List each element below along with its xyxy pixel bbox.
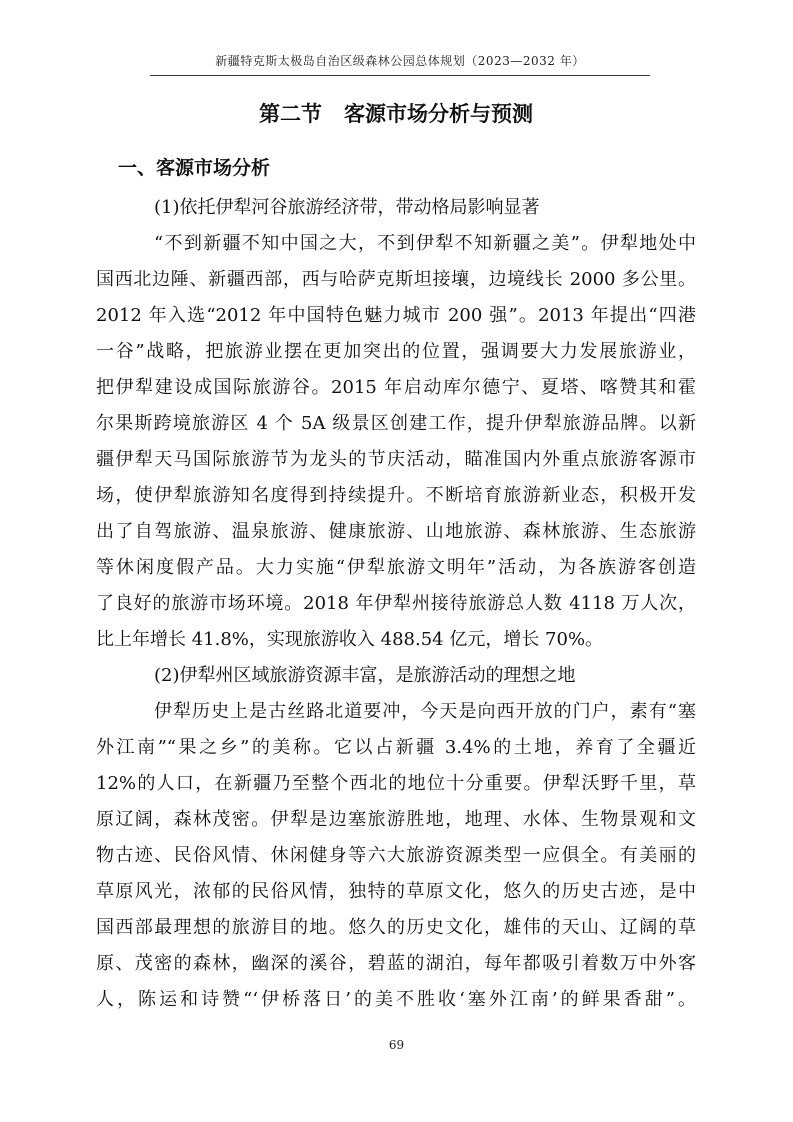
text-line: 国西北边陲、新疆西部，西与哈萨克斯坦接壤，边境线长 2000 多公里。: [96, 269, 696, 290]
subsection-title: 一、客源市场分析: [118, 157, 271, 179]
text-line: 原辽阔，森林茂密。伊犁是边塞旅游胜地，地理、水体、生物景观和文: [96, 809, 696, 830]
text-line: “不到新疆不知中国之大，不到伊犁不知新疆之美”。伊犁地处中: [154, 233, 696, 254]
text-line-last: 比上年增长 41.8%，实现旅游收入 488.54 亿元，增长 70%。: [96, 629, 604, 650]
text-line: 12%的人口，在新疆乃至整个西北的地位十分重要。伊犁沃野千里，草: [96, 773, 696, 794]
section-title: [96, 98, 696, 128]
section-number: 第二节: [259, 102, 322, 126]
text-line: 物古迹、民俗风情、休闲健身等六大旅游资源类型一应俱全。有美丽的: [96, 845, 696, 866]
text-line: 尔果斯跨境旅游区 4 个 5A 级景区创建工作，提升伊犁旅游品牌。以新: [96, 413, 696, 434]
paragraph-heading-2: (2)伊犁州区域旅游资源丰富，是旅游活动的理想之地: [154, 665, 576, 686]
text-line: 把伊犁建设成国际旅游谷。2015 年启动库尔德宁、夏塔、喀赞其和霍: [96, 377, 696, 398]
text-line: 2012 年入选“2012 年中国特色魅力城市 200 强”。2013 年提出“四港: [96, 305, 696, 326]
text-line: 国西部最理想的旅游目的地。悠久的历史文化，雄伟的天山、辽阔的草: [96, 917, 696, 938]
text-line: 人，陈运和诗赞“‘伊桥落日’的美不胜收‘塞外江南’的鲜果香甜”。: [96, 989, 696, 1010]
text-line: 了良好的旅游市场环境。2018 年伊犁州接待旅游总人数 4118 万人次，: [96, 593, 696, 614]
text-line: 草原风光，浓郁的民俗风情，独特的草原文化，悠久的历史古迹，是中: [96, 881, 696, 902]
paragraph-heading-1: (1)依托伊犁河谷旅游经济带，带动格局影响显著: [154, 197, 540, 218]
text-line: 疆伊犁天马国际旅游节为龙头的节庆活动，瞄准国内外重点旅游客源市: [96, 449, 696, 470]
running-header: 新疆特克斯太极岛自治区级森林公园总体规划（2023—2032 年）: [215, 54, 585, 68]
page-number: 69: [388, 1038, 405, 1052]
text-line: 场，使伊犁旅游知名度得到持续提升。不断培育旅游新业态，积极开发: [96, 485, 696, 506]
header-rule: [150, 75, 650, 76]
text-line: 出了自驾旅游、温泉旅游、健康旅游、山地旅游、森林旅游、生态旅游: [96, 521, 696, 542]
text-line: 一谷”战略，把旅游业摆在更加突出的位置，强调要大力发展旅游业，: [96, 341, 696, 362]
section-heading: 客源市场分析与预测: [344, 102, 533, 126]
text-line: 等休闲度假产品。大力实施“伊犁旅游文明年”活动，为各族游客创造: [96, 557, 696, 578]
text-line: 原、茂密的森林，幽深的溪谷，碧蓝的湖泊，每年都吸引着数万中外客: [96, 953, 696, 974]
text-line: 伊犁历史上是古丝路北道要冲，今天是向西开放的门户，素有“塞: [154, 701, 696, 722]
text-line: 外江南”“果之乡”的美称。它以占新疆 3.4%的土地，养育了全疆近: [96, 737, 696, 758]
